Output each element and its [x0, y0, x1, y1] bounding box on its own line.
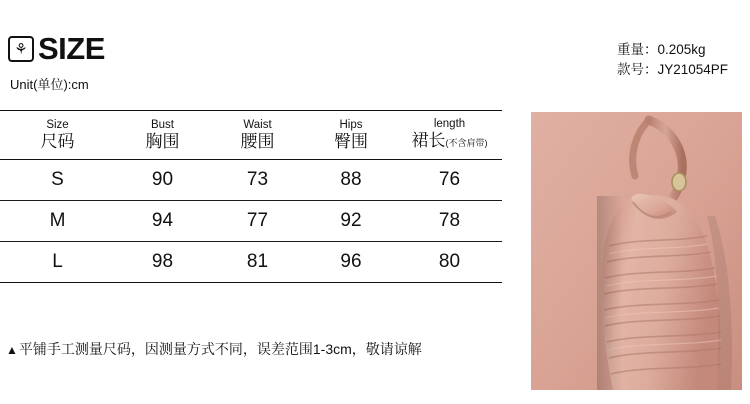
measurement-note	[6, 340, 422, 359]
header-cn-length: 裙长(不含肩带)	[411, 131, 488, 150]
header-en-bust: Bust	[150, 119, 174, 131]
cell-waist: 73	[246, 169, 269, 190]
header-en-length: length	[433, 118, 466, 130]
cell-length: 78	[438, 210, 461, 231]
header-cell-waist	[210, 111, 305, 159]
cell-size: S	[51, 169, 64, 190]
header-cn-size: 尺码	[40, 132, 75, 151]
header-cn-hips: 臀围	[334, 132, 368, 151]
cell-bust: 98	[151, 251, 174, 272]
cell-size: L	[52, 251, 63, 272]
header-cn-length-note: (不含肩带)	[445, 138, 488, 148]
header-cn-waist: 腰围	[240, 132, 275, 151]
unit-label: Unit(单位):cm	[10, 77, 89, 92]
brand-logo-icon: ⚘	[8, 36, 34, 62]
title-block	[38, 31, 105, 66]
cell-hips: 96	[340, 251, 362, 272]
cell-size: M	[49, 210, 66, 231]
table-row	[0, 201, 502, 241]
header-cell-size	[0, 111, 115, 159]
table-row	[0, 242, 502, 282]
weight-label: 重量：	[616, 42, 658, 57]
cell-waist: 77	[246, 210, 269, 231]
weight-value: 0.205kg	[657, 42, 706, 57]
style-label: 款号：	[616, 62, 658, 77]
header-cell-hips	[305, 111, 397, 159]
cell-length: 80	[438, 251, 461, 272]
size-table-body-2	[0, 201, 502, 241]
triangle-icon: ▲	[6, 343, 18, 357]
header-cell-length	[397, 111, 502, 159]
style-row	[617, 60, 728, 80]
cell-hips: 92	[340, 210, 362, 231]
size-table-body-3	[0, 242, 502, 282]
size-table	[0, 111, 502, 159]
header-en-hips: Hips	[339, 119, 363, 131]
size-table-body	[0, 160, 502, 200]
product-photo-illustration	[531, 112, 742, 390]
cell-hips: 88	[340, 169, 362, 190]
cell-length: 76	[438, 169, 461, 190]
cell-waist: 81	[246, 251, 269, 272]
table-row	[0, 160, 502, 200]
size-table-area	[0, 110, 502, 283]
style-value: JY21054PF	[657, 62, 728, 77]
header-cn-bust: 胸围	[145, 132, 180, 151]
weight-row	[617, 40, 728, 60]
header	[8, 31, 105, 66]
header-en-waist: Waist	[243, 119, 272, 131]
cell-bust: 94	[151, 210, 174, 231]
table-header-row	[0, 111, 502, 159]
product-photo	[531, 112, 742, 390]
page-title: SIZE	[38, 31, 105, 66]
header-en-size: Size	[46, 119, 69, 131]
table-bottom-divider	[0, 282, 502, 283]
measurement-note-text: 平铺手工测量尺码，因测量方式不同，误差范围1-3cm，敬请谅解	[18, 341, 422, 357]
cell-bust: 90	[151, 169, 174, 190]
product-meta	[617, 40, 728, 80]
header-cell-bust	[115, 111, 210, 159]
